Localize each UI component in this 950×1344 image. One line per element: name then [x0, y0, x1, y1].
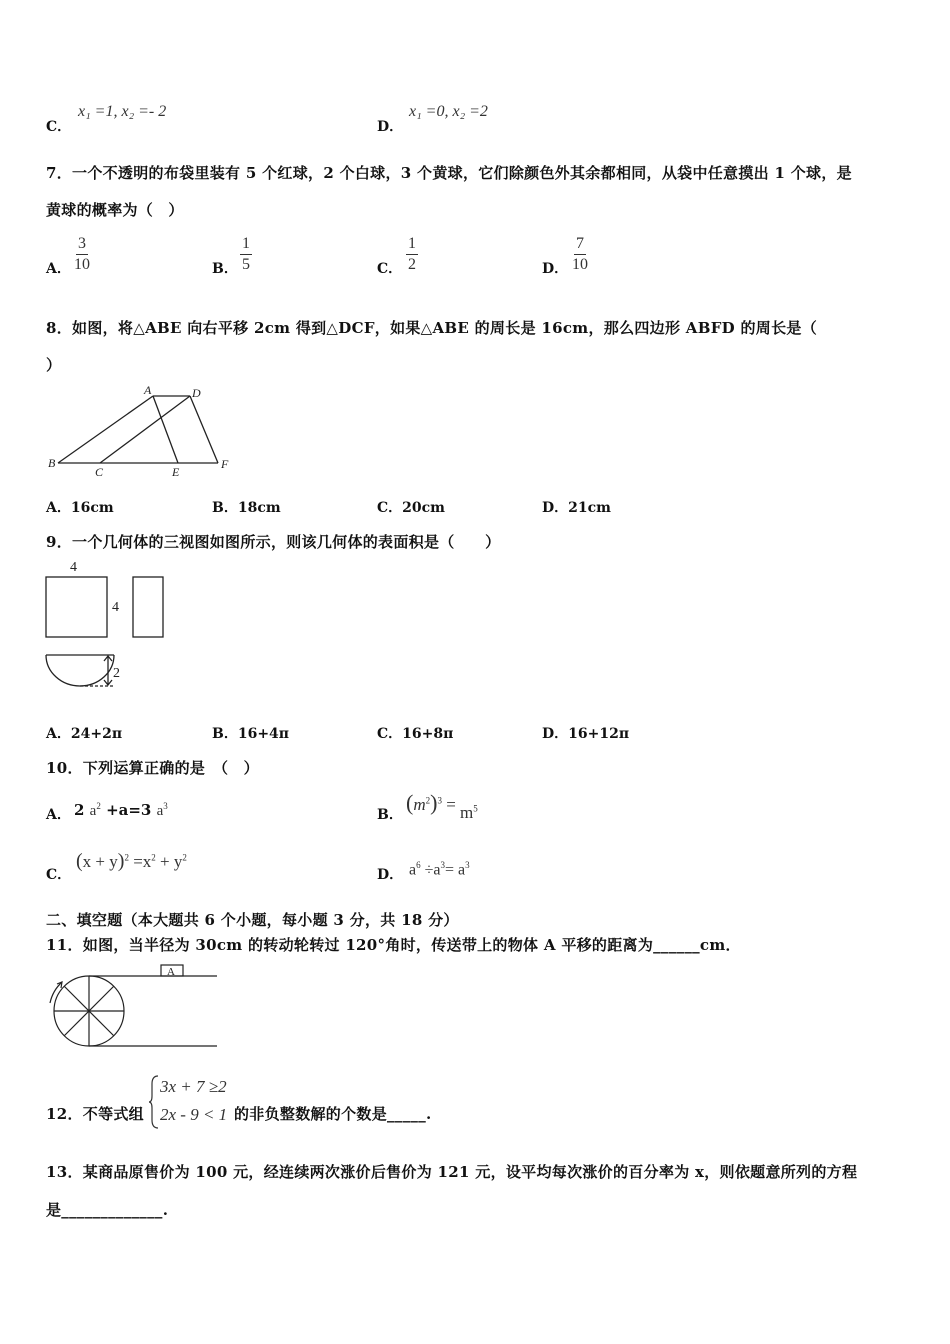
section-heading: 二、填空题（本大题共 6 个小题，每小题 3 分，共 18 分）: [46, 911, 459, 929]
q7-option-c-fraction: [406, 234, 418, 275]
q12-prefix: 12．不等式组: [46, 1105, 144, 1123]
q7-option-b-fraction: [240, 234, 252, 275]
q8-label-c: C: [95, 465, 104, 479]
q6-option-c-expr: x₁ =1, x₂ =- 2: [78, 103, 167, 120]
q6-option-d-expr: x₁ =0, x₂ =2: [409, 103, 488, 120]
q9-front-view: [46, 577, 107, 637]
q7-option-a-fraction: [74, 234, 90, 275]
q9-option-a: A．24+2π: [46, 726, 123, 742]
q9-option-d: D．16+12π: [542, 726, 630, 742]
q8-label-b: B: [48, 456, 56, 470]
q7-option-a-label: A．: [46, 261, 71, 277]
q12-inequality-1: 3x + 7 ≥2: [160, 1077, 227, 1096]
q8-label-f: F: [221, 457, 229, 471]
q10-option-a-expr: 2 $a^2 +a=3$ $a^3$: [74, 801, 168, 819]
q7-option-a-num: 3: [76, 234, 88, 255]
q10-option-c-expr: $(x + y)^2 =x^2 + y^2$: [76, 850, 187, 872]
q7-option-c-label: C．: [377, 261, 403, 277]
q7-option-a-den: 10: [74, 256, 90, 273]
q9-three-views-figure: [40, 556, 180, 696]
q13-stem-line2: 是_____________.: [46, 1201, 169, 1219]
q7-option-c-den: 2: [408, 256, 416, 273]
q10-option-d-label: D．: [377, 867, 404, 883]
q8-translation-figure: [44, 380, 244, 480]
q11-stem: 11．如图，当半径为 30cm 的转动轮转过 120°角时，传送带上的物体 A 平移的距离为______cm．: [46, 936, 741, 954]
q6-option-c-label: C．: [46, 119, 72, 135]
q8-label-a: A: [144, 383, 152, 397]
q8-option-c: C．20cm: [377, 500, 445, 516]
q8-line-df: [190, 396, 218, 463]
q9-option-b: B．16+4π: [212, 726, 290, 742]
q12-brace: [148, 1074, 160, 1130]
q8-line-ae: [153, 396, 178, 463]
q9-dim-height: 2: [113, 666, 120, 681]
q8-line-cd: [100, 396, 190, 463]
q8-stem-line1: 8．如图，将△ABE 向右平移 2cm 得到△DCF，如果△ABE 的周长是 16cm，那么四边形 ABFD 的周长是（: [46, 319, 817, 337]
q7-option-b-den: 5: [242, 256, 250, 273]
q7-option-d-num: 7: [574, 234, 586, 255]
q10-option-c-label: C．: [46, 867, 72, 883]
q8-label-d: D: [192, 386, 201, 400]
q7-stem-line2: 黄球的概率为（ ）: [46, 201, 184, 219]
q9-side-view: [133, 577, 163, 637]
q7-option-b-num: 1: [240, 234, 252, 255]
q7-option-d-fraction: [572, 234, 588, 275]
q13-stem-line1: 13．某商品原售价为 100 元，经连续两次涨价后售价为 121 元，设平均每次涨价的百分率为 x，则依题意所列的方程: [46, 1163, 858, 1181]
q10-stem: 10．下列运算正确的是 （ ）: [46, 759, 259, 777]
q12-inequality-2: 2x - 9 < 1: [160, 1105, 228, 1124]
q8-stem-line2: ）: [46, 356, 62, 374]
q9-top-view-arc: [46, 655, 114, 686]
q10-option-a-label: A．: [46, 807, 71, 823]
q8-option-b: B．18cm: [212, 500, 281, 516]
q9-dim-top: 4: [70, 560, 77, 575]
q10-option-b-expr: $(m^2)^3 = m^5$: [406, 790, 478, 822]
q10-option-d-expr: $a^6 \div a^3= a^3$: [409, 860, 470, 879]
q7-option-c-num: 1: [406, 234, 418, 255]
q9-option-c: C．16+8π: [377, 726, 454, 742]
q9-stem: 9．一个几何体的三视图如图所示，则该几何体的表面积是（ ）: [46, 533, 501, 551]
q7-option-b-label: B．: [212, 261, 238, 277]
q8-line-ba: [58, 396, 153, 463]
q12-suffix: 的非负整数解的个数是_____.: [234, 1105, 432, 1123]
q11-object-label: A: [167, 966, 175, 978]
q11-conveyor-figure: [40, 958, 230, 1058]
q8-option-d: D．21cm: [542, 500, 611, 516]
q7-stem-line1: 7．一个不透明的布袋里装有 5 个红球，2 个白球，3 个黄球，它们除颜色外其余都相同，从袋中任意摸出 1 个球，是: [46, 164, 852, 182]
q8-label-e: E: [172, 465, 180, 479]
q7-option-d-label: D．: [542, 261, 569, 277]
q8-option-a: A．16cm: [46, 500, 114, 516]
q9-dim-side: 4: [112, 600, 119, 615]
q10-option-b-label: B．: [377, 807, 403, 823]
q6-option-d-label: D．: [377, 119, 404, 135]
q7-option-d-den: 10: [572, 256, 588, 273]
